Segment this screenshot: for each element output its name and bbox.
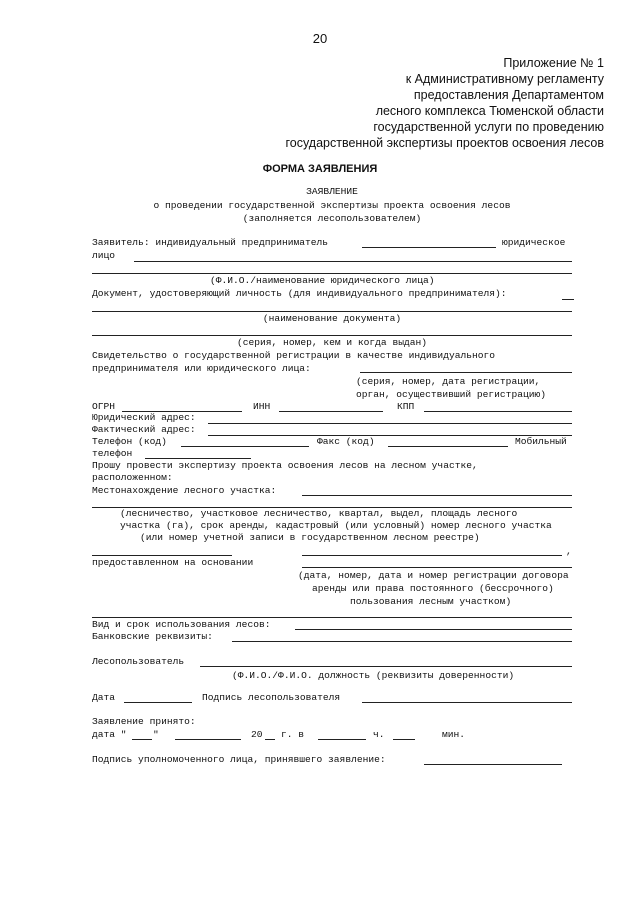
appendix-line-3: предоставления Департаментом — [413, 88, 604, 102]
basis-field[interactable] — [302, 567, 572, 568]
kpp-field[interactable] — [424, 411, 572, 412]
doc-series-line[interactable] — [92, 335, 572, 336]
location-line-3a[interactable] — [92, 555, 232, 556]
certificate-field[interactable] — [360, 372, 572, 373]
location-caption-1: (лесничество, участковое лесничество, квартал, выдел, площадь лесного — [120, 508, 518, 519]
date-field[interactable] — [124, 702, 192, 703]
ogrn-label: ОГРН — [92, 401, 116, 412]
date-label: Дата — [92, 692, 116, 703]
accepted-quote: " — [153, 729, 159, 740]
mobile-label: Мобильный — [515, 436, 567, 447]
id-document-field[interactable] — [562, 299, 574, 300]
accepted-date-label: дата " — [92, 729, 127, 740]
location-line-3b[interactable] — [302, 555, 562, 556]
fax-label: Факс (код) — [317, 436, 375, 447]
inn-field[interactable] — [279, 411, 383, 412]
statement-subtitle: о проведении государственной экспертизы проекта освоения лесов — [153, 200, 511, 211]
comma: , — [566, 546, 572, 557]
accepted-year-field[interactable] — [265, 739, 275, 740]
request-text-cont: расположенном: — [92, 472, 173, 483]
legal-entity-label-cont: лицо — [92, 250, 116, 261]
basis-label: предоставленном на основании — [92, 557, 254, 568]
accepted-year-prefix: 20 — [251, 729, 263, 740]
use-type-field[interactable] — [295, 629, 572, 630]
cert-caption-1: (серия, номер, дата регистрации, — [356, 376, 541, 387]
accepted-month-field[interactable] — [175, 739, 241, 740]
legal-address-field[interactable] — [208, 423, 572, 424]
appendix-line-4: лесного комплекса Тюменской области — [375, 104, 604, 118]
forest-user-caption: (Ф.И.О./Ф.И.О. должность (реквизиты доверенности) — [232, 670, 515, 681]
actual-address-label: Фактический адрес: — [92, 424, 196, 435]
cert-caption-2: орган, осуществивший регистрацию) — [356, 389, 546, 400]
legal-address-label: Юридический адрес: — [92, 412, 196, 423]
location-caption-3: (или номер учетной записи в государственном лесном реестре) — [140, 532, 480, 543]
mobile-field[interactable] — [145, 458, 251, 459]
id-document-label: Документ, удостоверяющий личность (для индивидуального предпринимателя): — [92, 288, 507, 299]
use-type-label: Вид и срок использования лесов: — [92, 619, 271, 630]
bank-details-field[interactable] — [232, 641, 572, 642]
fio-caption: (Ф.И.О./наименование юридического лица) — [210, 275, 435, 286]
statement-title: ЗАЯВЛЕНИЕ — [306, 186, 358, 197]
certificate-label: Свидетельство о государственной регистрации в качестве индивидуального — [92, 350, 496, 361]
basis-caption-3: пользования лесным участком) — [350, 596, 512, 607]
basis-caption-1: (дата, номер, дата и номер регистрации договора — [298, 570, 569, 581]
id-document-line[interactable] — [92, 311, 572, 312]
accepted-day-field[interactable] — [132, 739, 152, 740]
authorized-signature-field[interactable] — [424, 764, 562, 765]
form-title: ФОРМА ЗАЯВЛЕНИЯ — [262, 163, 378, 175]
signature-field[interactable] — [362, 702, 572, 703]
basis-line-2[interactable] — [92, 617, 572, 618]
forest-user-label: Лесопользователь — [92, 656, 185, 667]
appendix-line-6: государственной экспертизы проектов освоения лесов — [285, 136, 604, 150]
statement-note: (заполняется лесопользователем) — [242, 213, 422, 224]
minutes-label: мин. — [442, 729, 466, 740]
page-number: 20 — [312, 31, 328, 46]
bank-details-label: Банковские реквизиты: — [92, 631, 213, 642]
legal-entity-label: юридическое — [502, 237, 566, 248]
fax-field[interactable] — [388, 446, 508, 447]
hours-label: ч. — [373, 729, 385, 740]
phone-label: Телефон (код) — [92, 436, 167, 447]
kpp-label: КПП — [397, 401, 415, 412]
authorized-signature-label: Подпись уполномоченного лица, принявшего заявление: — [92, 754, 386, 765]
accepted-minutes-field[interactable] — [393, 739, 415, 740]
accepted-label: Заявление принято: — [92, 716, 196, 727]
basis-caption-2: аренды или права постоянного (бессрочного) — [312, 583, 554, 594]
appendix-line-5: государственной услуги по проведению — [373, 120, 604, 134]
doc-name-caption: (наименование документа) — [262, 313, 402, 324]
applicant-name-line-1[interactable] — [134, 261, 572, 262]
applicant-name-line-2[interactable] — [92, 273, 572, 274]
location-caption-2: участка (га), срок аренды, кадастровый (или условный) номер лесного участка — [120, 520, 552, 531]
forest-user-field[interactable] — [200, 666, 572, 667]
location-field[interactable] — [302, 495, 572, 496]
location-label: Местонахождение лесного участка: — [92, 485, 277, 496]
applicant-label: Заявитель: индивидуальный предприниматель — [92, 237, 329, 248]
phone-field[interactable] — [181, 446, 309, 447]
certificate-label-cont: предпринимателя или юридического лица: — [92, 363, 311, 374]
signature-label: Подпись лесопользователя — [202, 692, 341, 703]
mobile-label-cont: телефон — [92, 448, 133, 459]
accepted-hours-field[interactable] — [318, 739, 366, 740]
appendix-line-1: Приложение № 1 — [503, 56, 604, 70]
accepted-year-suffix: г. в — [281, 729, 305, 740]
request-text: Прошу провести экспертизу проекта освоения лесов на лесном участке, — [92, 460, 478, 471]
inn-label: ИНН — [253, 401, 271, 412]
entrepreneur-field[interactable] — [362, 247, 496, 248]
doc-series-caption: (серия, номер, кем и когда выдан) — [237, 337, 427, 348]
appendix-line-2: к Административному регламенту — [405, 72, 604, 86]
